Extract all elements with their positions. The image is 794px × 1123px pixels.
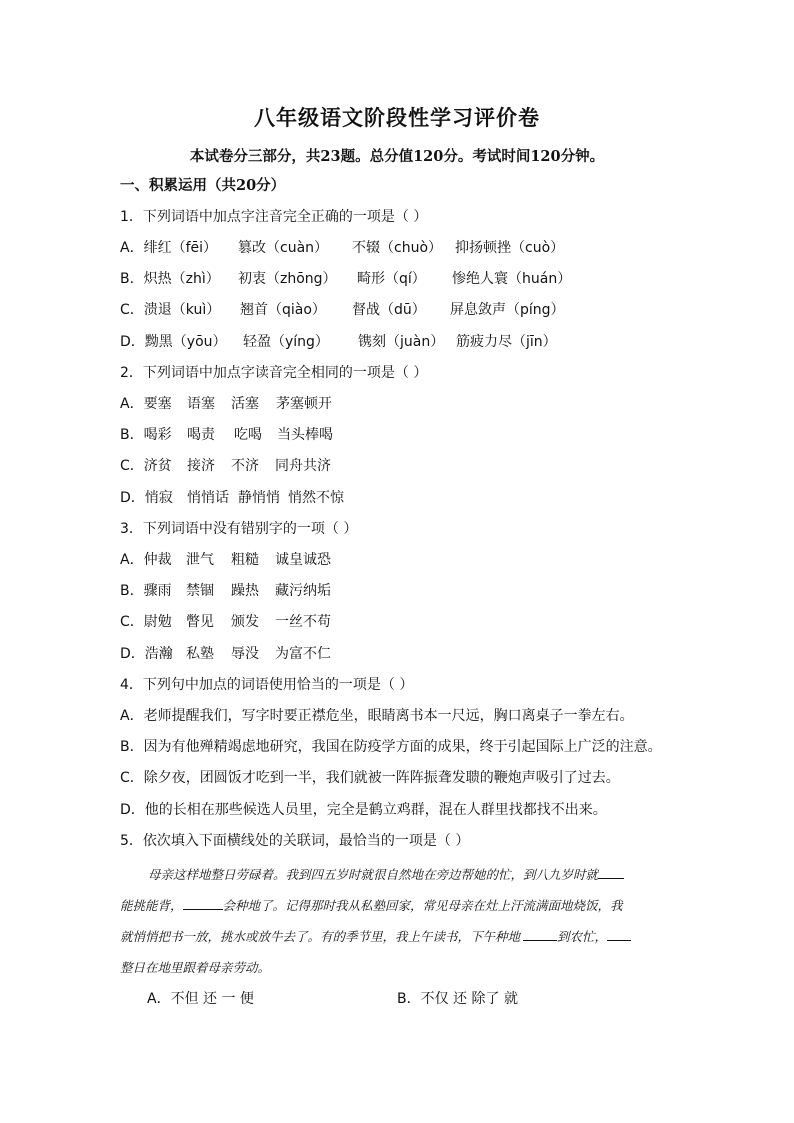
q4-option-c: C．除夕夜，团圆饭才吃到一半，我们就被一阵阵振聋发聩的鞭炮声吸引了过去。 <box>120 770 620 786</box>
page-title: 八年级语文阶段性学习评价卷 <box>254 105 540 130</box>
q1-option-c-word2: 翘首（qiào） <box>240 302 326 318</box>
q3-option-a: A．仲裁 <box>120 552 172 568</box>
q3-option-b-word3: 躁热 <box>231 583 259 599</box>
q3-option-d-word3: 辱没 <box>231 646 259 662</box>
q5-passage-line-4: 整日在地里跟着母亲劳动。 <box>120 960 271 975</box>
q1-option-a-word4: 抑扬顿挫（cuò） <box>455 240 565 256</box>
q2-option-a-word2: 语塞 <box>187 396 215 412</box>
q1-option-b: B．炽热（zhì） <box>120 271 220 287</box>
q2-option-b-word2: 喝责 <box>187 427 215 443</box>
passage-text: 母亲这样地整日劳碌着。我到四五岁时就很自然地在旁边帮她的忙，到八九岁时就 <box>148 867 599 882</box>
q2-option-d-word2: 悄悄话 <box>187 490 229 506</box>
q1-option-d-word4: 筋疲力尽（jīn） <box>456 334 557 350</box>
q3-option-d-word2: 私塾 <box>186 646 214 662</box>
q1-option-d-word2: 轻盈（yíng） <box>243 334 329 350</box>
q3-option-a-word3: 粗糙 <box>231 552 259 568</box>
q2-option-a: A．要塞 <box>120 396 172 412</box>
q3-option-b-word4: 藏污纳垢 <box>275 583 331 599</box>
passage-text: 就悄悄把书一放，挑水或放牛去了。有的季节里，我上午读书，下午种地 <box>120 929 521 944</box>
q5-passage-line-2 <box>120 896 676 914</box>
fill-blank-4 <box>607 928 631 941</box>
q2-option-d-word4: 悄然不惊 <box>288 490 344 506</box>
q2-option-a-word3: 活塞 <box>231 396 259 412</box>
fill-blank-1 <box>598 866 624 879</box>
exam-instructions: 本试卷分三部分，共23题。总分值120分。考试时间120分钟。 <box>189 148 605 165</box>
q1-option-a-word3: 不辍（chuò） <box>352 240 443 256</box>
q1-option-b-word3: 畸形（qí） <box>357 271 426 287</box>
q4-option-d: D．他的长相在那些候选人员里，完全是鹤立鸡群，混在人群里找都找不出来。 <box>120 802 607 818</box>
q1-option-c: C．溃退（kuì） <box>120 302 221 318</box>
q3-option-d-word4: 为富不仁 <box>275 646 331 662</box>
q3-option-a-word2: 泄气 <box>186 552 214 568</box>
q1-option-a-word2: 篡改（cuàn） <box>238 240 329 256</box>
question-3-stem: 3．下列词语中没有错别字的一项（ ） <box>120 521 358 537</box>
q3-option-b: B．骤雨 <box>120 583 172 599</box>
q1-option-c-word3: 督战（dū） <box>352 302 426 318</box>
q3-option-c: C．尉勉 <box>120 614 172 630</box>
q2-option-a-word4: 茅塞顿开 <box>276 396 332 412</box>
q2-option-b: B．喝彩 <box>120 427 172 443</box>
q2-option-d: D．悄寂 <box>120 490 173 506</box>
q5-passage-line-1 <box>120 865 704 883</box>
passage-text: 能挑能背， <box>120 898 183 913</box>
q2-option-c-word2: 接济 <box>187 458 215 474</box>
question-4-stem: 4．下列句中加点的词语使用恰当的一项是（ ） <box>120 677 414 693</box>
question-2-stem: 2．下列词语中加点字读音完全相同的一项是（ ） <box>120 365 428 381</box>
q2-option-c: C．济贫 <box>120 458 172 474</box>
fill-blank-3 <box>523 928 557 941</box>
q1-option-b-word4: 惨绝人寰（huán） <box>452 271 572 287</box>
q2-option-c-word4: 同舟共济 <box>275 458 331 474</box>
q3-option-a-word4: 诚皇诚恐 <box>275 552 331 568</box>
q1-option-b-word2: 初衷（zhōng） <box>238 271 337 287</box>
q2-option-b-word4: 当头棒喝 <box>277 427 333 443</box>
question-5-stem: 5．依次填入下面横线处的关联词，最恰当的一项是（ ） <box>120 833 470 849</box>
passage-text: 会种地了。记得那时我从私塾回家，常见母亲在灶上汗流满面地烧饭，我 <box>222 898 623 913</box>
question-1-stem: 1．下列词语中加点字注音完全正确的一项是（ ） <box>120 209 428 225</box>
q4-option-b: B．因为有他殚精竭虑地研究，我国在防疫学方面的成果，终于引起国际上广泛的注意。 <box>120 739 662 755</box>
q3-option-d: D．浩瀚 <box>120 646 173 662</box>
q5-passage-line-3 <box>120 927 676 945</box>
q1-option-a: A．绯红（fēi） <box>120 240 218 256</box>
q2-option-c-word3: 不济 <box>231 458 259 474</box>
q3-option-b-word2: 禁锢 <box>186 583 214 599</box>
q3-option-c-word4: 一丝不苟 <box>275 614 331 630</box>
q3-option-c-word2: 瞥见 <box>186 614 214 630</box>
q2-option-b-word3: 吃喝 <box>234 427 262 443</box>
passage-text: 到农忙， <box>557 929 608 944</box>
fill-blank-2 <box>183 897 223 910</box>
q2-option-d-word3: 静悄悄 <box>238 490 280 506</box>
q1-option-c-word4: 屏息敛声（píng） <box>450 302 565 318</box>
q4-option-a: A．老师提醒我们，写字时要正襟危坐，眼睛离书本一尺远，胸口离桌子一拳左右。 <box>120 708 634 724</box>
q1-option-d-word3: 镌刻（juàn） <box>358 334 445 350</box>
q1-option-d: D．黝黑（yōu） <box>120 334 227 350</box>
q5-option-b: B．不仅 还 除了 就 <box>397 991 518 1007</box>
q5-option-a: A．不但 还 一 便 <box>147 991 254 1007</box>
section-heading: 一、积累运用（共20分） <box>120 177 286 194</box>
q3-option-c-word3: 颁发 <box>231 614 259 630</box>
